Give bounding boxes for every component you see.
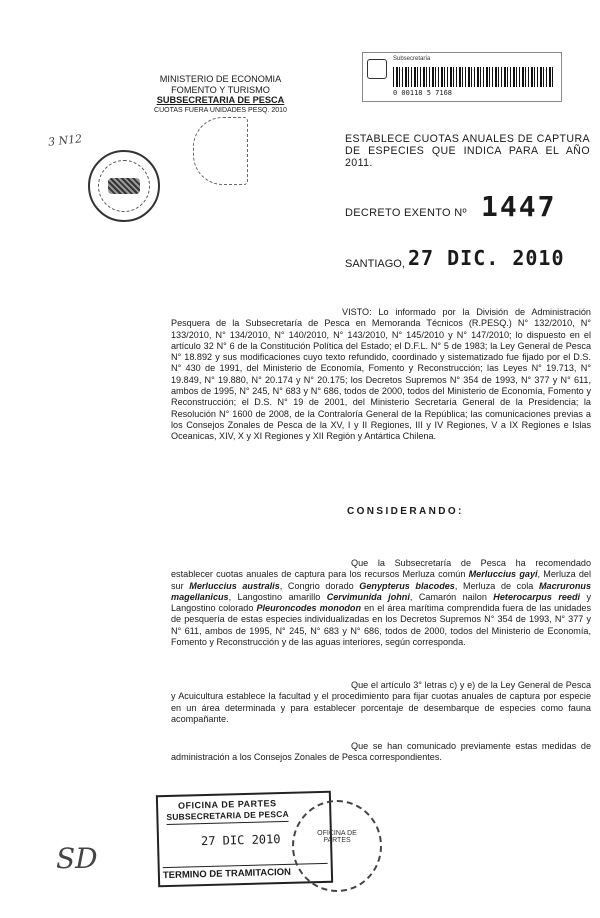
stamp-footer: TERMINO DE TRAMITACION <box>163 863 328 881</box>
place-label: SANTIAGO, <box>345 258 405 270</box>
date-stamp: 27 DIC. 2010 <box>408 246 565 270</box>
considerando-paragraph-3: Que se han comunicado previamente estas medidas de administración a los Consejos Zonales de Pesca correspondientes. <box>171 741 591 763</box>
stamp-line-1: OFICINA DE PARTES <box>177 798 277 811</box>
considerando-paragraph-1: Que la Subsecretaría de Pesca ha recomendado establecer cuotas anuales de captura para los recursos Merluza común Merluccius gayi, Merluza del sur Merluccius australis, Congrio dorado Genypterus blacodes, Merluza de cola Macruronus magellanicus, Langostino amarillo Cervimunida johni, Camarón nailon Heterocarpus reedi y Langostino colorado Pleuroncodes monodon en el área marítima comprendida fuera de las unidades de pesquería de estas especies individualizadas en los Decretos Supremos N° 354 de 1993, N° 377 y N° 611, ambos de 1995, N° 245, N° 683 y N° 686, todos de 2000, todos del Ministerio de Economía, Fomento y Reconstrucción y de las aguas interiores, según corresponda. <box>171 558 592 648</box>
decreto-number: 1447 <box>481 190 557 223</box>
seal-text: OFICINA DE PARTES <box>317 830 357 844</box>
government-logo-icon <box>367 59 387 79</box>
species-name: Genypterus blacodes <box>359 580 455 591</box>
margin-handwritten-note: 3 N12 <box>47 132 83 149</box>
barcode-top-text: Subsecretaría <box>393 56 431 62</box>
ministry-line-1: MINISTERIO DE ECONOMIA <box>159 74 282 84</box>
barcode-label <box>362 52 562 102</box>
cuotas-line: CUOTAS FUERA UNIDADES PESQ. 2010 <box>154 106 287 114</box>
ministry-seal <box>88 150 160 222</box>
subsecretaria-line: SUBSECRETARIA DE PESCA <box>156 95 285 105</box>
handwritten-initials: SD <box>56 842 98 875</box>
species-name: Cervimunida johni <box>326 591 410 602</box>
considerando-paragraph-2: Que el artículo 3° letras c) y e) de la Ley General de Pesca y Acuicultura establece la facultad y el procedimiento para fijar cuotas anuales de captura por especie en un área determinada y para establecer porcentaje de desembarque de especies como fauna acompañante. <box>171 680 591 724</box>
barcode-bars <box>393 67 553 87</box>
ministry-line-2: FOMENTO Y TURISMO <box>171 84 270 95</box>
species-name: Macruronus magellanicus <box>171 580 591 602</box>
species-name: Heterocarpus reedi <box>493 591 581 602</box>
barcode-number: 0 00118 5 7168 <box>393 89 453 97</box>
considerando-heading: CONSIDERANDO: <box>347 506 464 517</box>
decree-title: ESTABLECE CUOTAS ANUALES DE CAPTURA DE ESPECIES QUE INDICA PARA EL AÑO 2011. <box>345 133 590 170</box>
species-name: Merluccius gayi <box>468 569 538 580</box>
ministry-header <box>148 74 293 116</box>
seal-emblem <box>108 178 140 194</box>
visto-paragraph: VISTO: Lo informado por la División de Administración Pesquera de la Subsecretaría de Pesca en Memoranda Técnicos (R.PESQ.) N° 132/2010, N° 133/2010, N° 134/2010, N° 140/2010, N° 143/2010, N° 145/2010 y N° 147/2010; lo dispuesto en el artículo 32 N° 6 de la Constitución Política del Estado; el D.F.L. N° 5 de 1983; la Ley General de Pesca N° 18.892 y sus modificaciones cuyo texto refundido, coordinado y sistematizado fue fijado por el D.S. N° 430 de 1991, del Ministerio de Economía, Fomento y Reconstrucción; las Leyes N° 19.713, N° 19.849, N° 19.880, N° 20.174 y N° 20.175; los Decretos Supremos N° 354 de 1993, N° 377 y N° 611, ambos de 1995, N° 245, N° 683 y N° 686, todos de 2000, todos del Ministerio de Economía, Fomento y Reconstrucción; el D.S. N° 19 de 2001, del Ministerio Secretaría General de la Presidencia; la Resolución N° 1600 de 2008, de la Contraloría General de la República; las comunicaciones previas a los Consejos Zonales de Pesca de la XV, I y II Regiones, III y IV Regiones, V a IX Regiones e Islas Oceanicas, XIV, X y XI Regiones y XII Región y Antártica Chilena. <box>171 307 591 442</box>
received-stamp <box>193 117 248 185</box>
species-name: Pleuroncodes monodon <box>256 603 362 614</box>
decreto-label: DECRETO EXENTO Nº <box>345 207 467 219</box>
stamp-date: 27 DIC 2010 <box>200 832 281 849</box>
species-name: Merluccius australis <box>189 580 280 591</box>
oficina-seal <box>292 800 382 892</box>
stamp-line-2: SUBSECRETARIA DE PESCA <box>166 809 289 825</box>
